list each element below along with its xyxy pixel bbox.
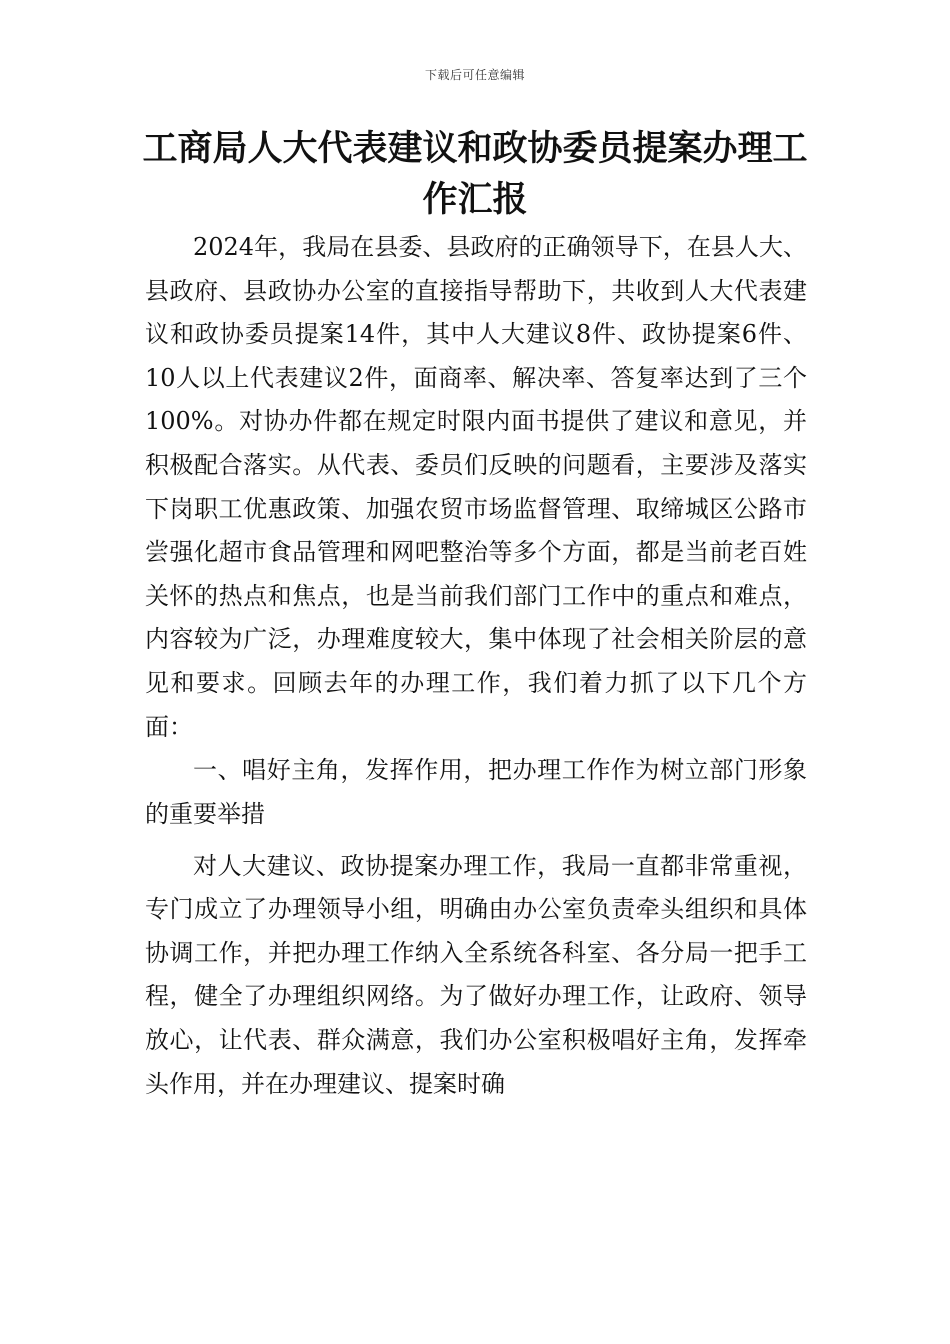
document-title: 工商局人大代表建议和政协委员提案办理工作汇报 — [142, 129, 808, 220]
body-paragraph-section-1: 对人大建议、政协提案办理工作，我局一直都非常重视，专门成立了办理领导小组，明确由办公室负责牵头组织和具体协调工作，并把办理工作纳入全系统各科室、各分局一把手工程，健全了办理组织网络。为了做好办理工作，让政府、领导放心，让代表、群众满意，我们办公室积极唱好主角，发挥牵头作用，并在办理建议、提案时确 — [145, 851, 807, 1098]
header-note: 下载后可任意编辑 — [424, 68, 525, 82]
section-heading-1: 一、唱好主角，发挥作用，把办理工作作为树立部门形象的重要举措 — [145, 756, 807, 828]
body-paragraph-intro: 2024年，我局在县委、县政府的正确领导下，在县人大、县政府、县政协办公室的直接指导帮助下，共收到人大代表建议和政协委员提案14件，其中人大建议8件、政协提案6件、10人以上代表建议2件，面商率、解决率、答复率达到了三个100%。对协办件都在规定时限内面书提供了建议和意见，并积极配合落实。从代表、委员们反映的问题看，主要涉及落实下岗职工优惠政策、加强农贸市场监督管理、取缔城区公路市尝强化超市食品管理和网吧整治等多个方面，都是当前老百姓关怀的热点和焦点，也是当前我们部门工作中的重点和难点，内容较为广泛，办理难度较大，集中体现了社会相关阶层的意见和要求。回顾去年的办理工作，我们着力抓了以下几个方面： — [145, 233, 807, 741]
document-body — [145, 226, 807, 1106]
